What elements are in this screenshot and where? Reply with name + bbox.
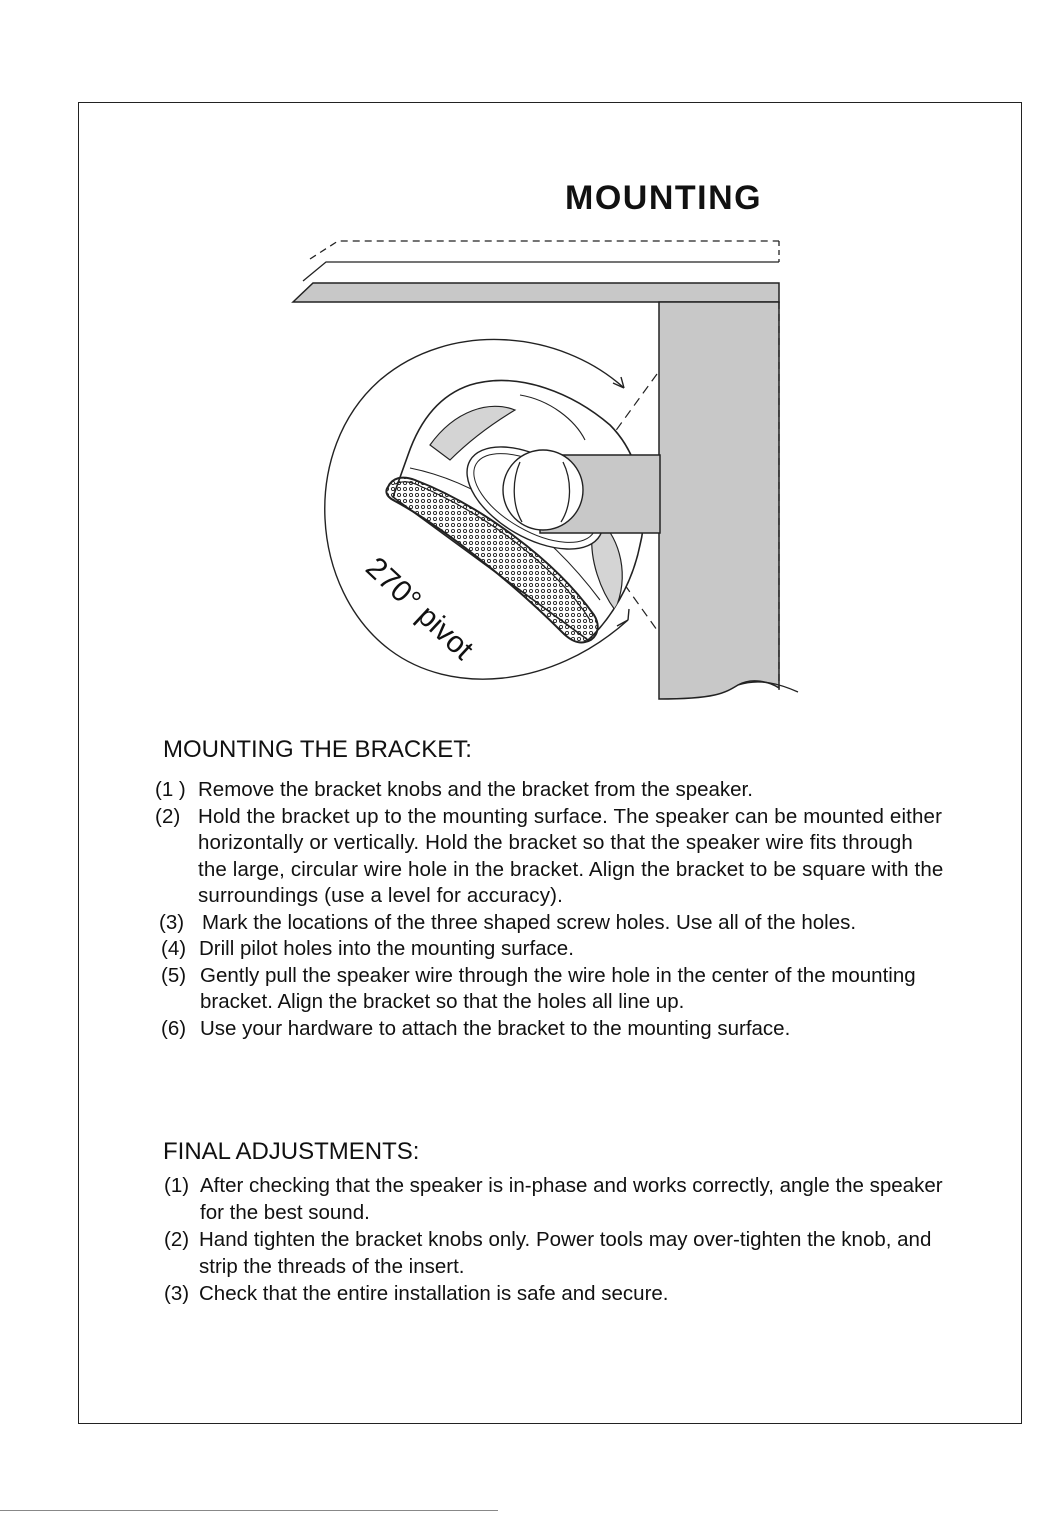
step-number: (3) xyxy=(164,1282,190,1305)
step-number: (1) xyxy=(164,1174,190,1197)
wall xyxy=(659,302,798,699)
step-number: (2) xyxy=(164,1228,190,1251)
list-item xyxy=(161,1016,945,1043)
step-text: Mark the locations of the three shaped screw holes. Use all of the holes. xyxy=(202,910,857,934)
step-text: Hold the bracket up to the mounting surface. The speaker can be mounted either horizontally or vertically. Hold the bracket so that the speaker wire fits through the large, circular wire hole in the bracket. Align the bracket to be square with the surroundings (use a level for accuracy). xyxy=(198,804,944,907)
step-text: Hand tighten the bracket knobs only. Power tools may over-tighten the knob, and strip the threads of the insert. xyxy=(199,1228,932,1278)
step-text: Use your hardware to attach the bracket to the mounting surface. xyxy=(200,1016,791,1040)
ceiling-layers xyxy=(293,241,779,302)
step-text: Gently pull the speaker wire through the wire hole in the center of the mounting bracket. Align the bracket so that the holes all line up. xyxy=(200,963,916,1013)
step-number: (6) xyxy=(161,1016,187,1040)
step-number: (4) xyxy=(161,937,187,960)
bracket-arm xyxy=(503,450,660,533)
step-text: Drill pilot holes into the mounting surface. xyxy=(199,937,574,960)
step-number: (2) xyxy=(155,804,181,828)
list-item xyxy=(159,910,945,937)
list-item xyxy=(155,777,945,804)
step-number: (3) xyxy=(159,910,185,934)
step-number: (1 ) xyxy=(155,778,186,801)
list-item xyxy=(161,963,945,1016)
mounting-bracket-steps xyxy=(155,777,945,1042)
list-item xyxy=(155,804,945,910)
step-text: Check that the entire installation is safe and secure. xyxy=(199,1282,669,1305)
list-item xyxy=(164,1173,954,1226)
step-text: Remove the bracket knobs and the bracket from the speaker. xyxy=(198,778,753,801)
final-adjustments-heading: FINAL ADJUSTMENTS: xyxy=(163,1138,420,1165)
step-number: (5) xyxy=(161,963,187,987)
list-item xyxy=(164,1227,954,1280)
list-item xyxy=(164,1281,954,1308)
bottom-rule xyxy=(0,1510,498,1511)
step-text: After checking that the speaker is in-phase and works correctly, angle the speaker for the best sound. xyxy=(200,1174,943,1224)
mounting-illustration xyxy=(280,230,810,710)
list-item xyxy=(161,936,945,963)
mounting-bracket-heading: MOUNTING THE BRACKET: xyxy=(163,736,472,763)
page-title: MOUNTING xyxy=(565,179,763,217)
pivot-label: 270° pivot xyxy=(359,550,480,667)
final-adjustments-steps xyxy=(164,1173,954,1308)
